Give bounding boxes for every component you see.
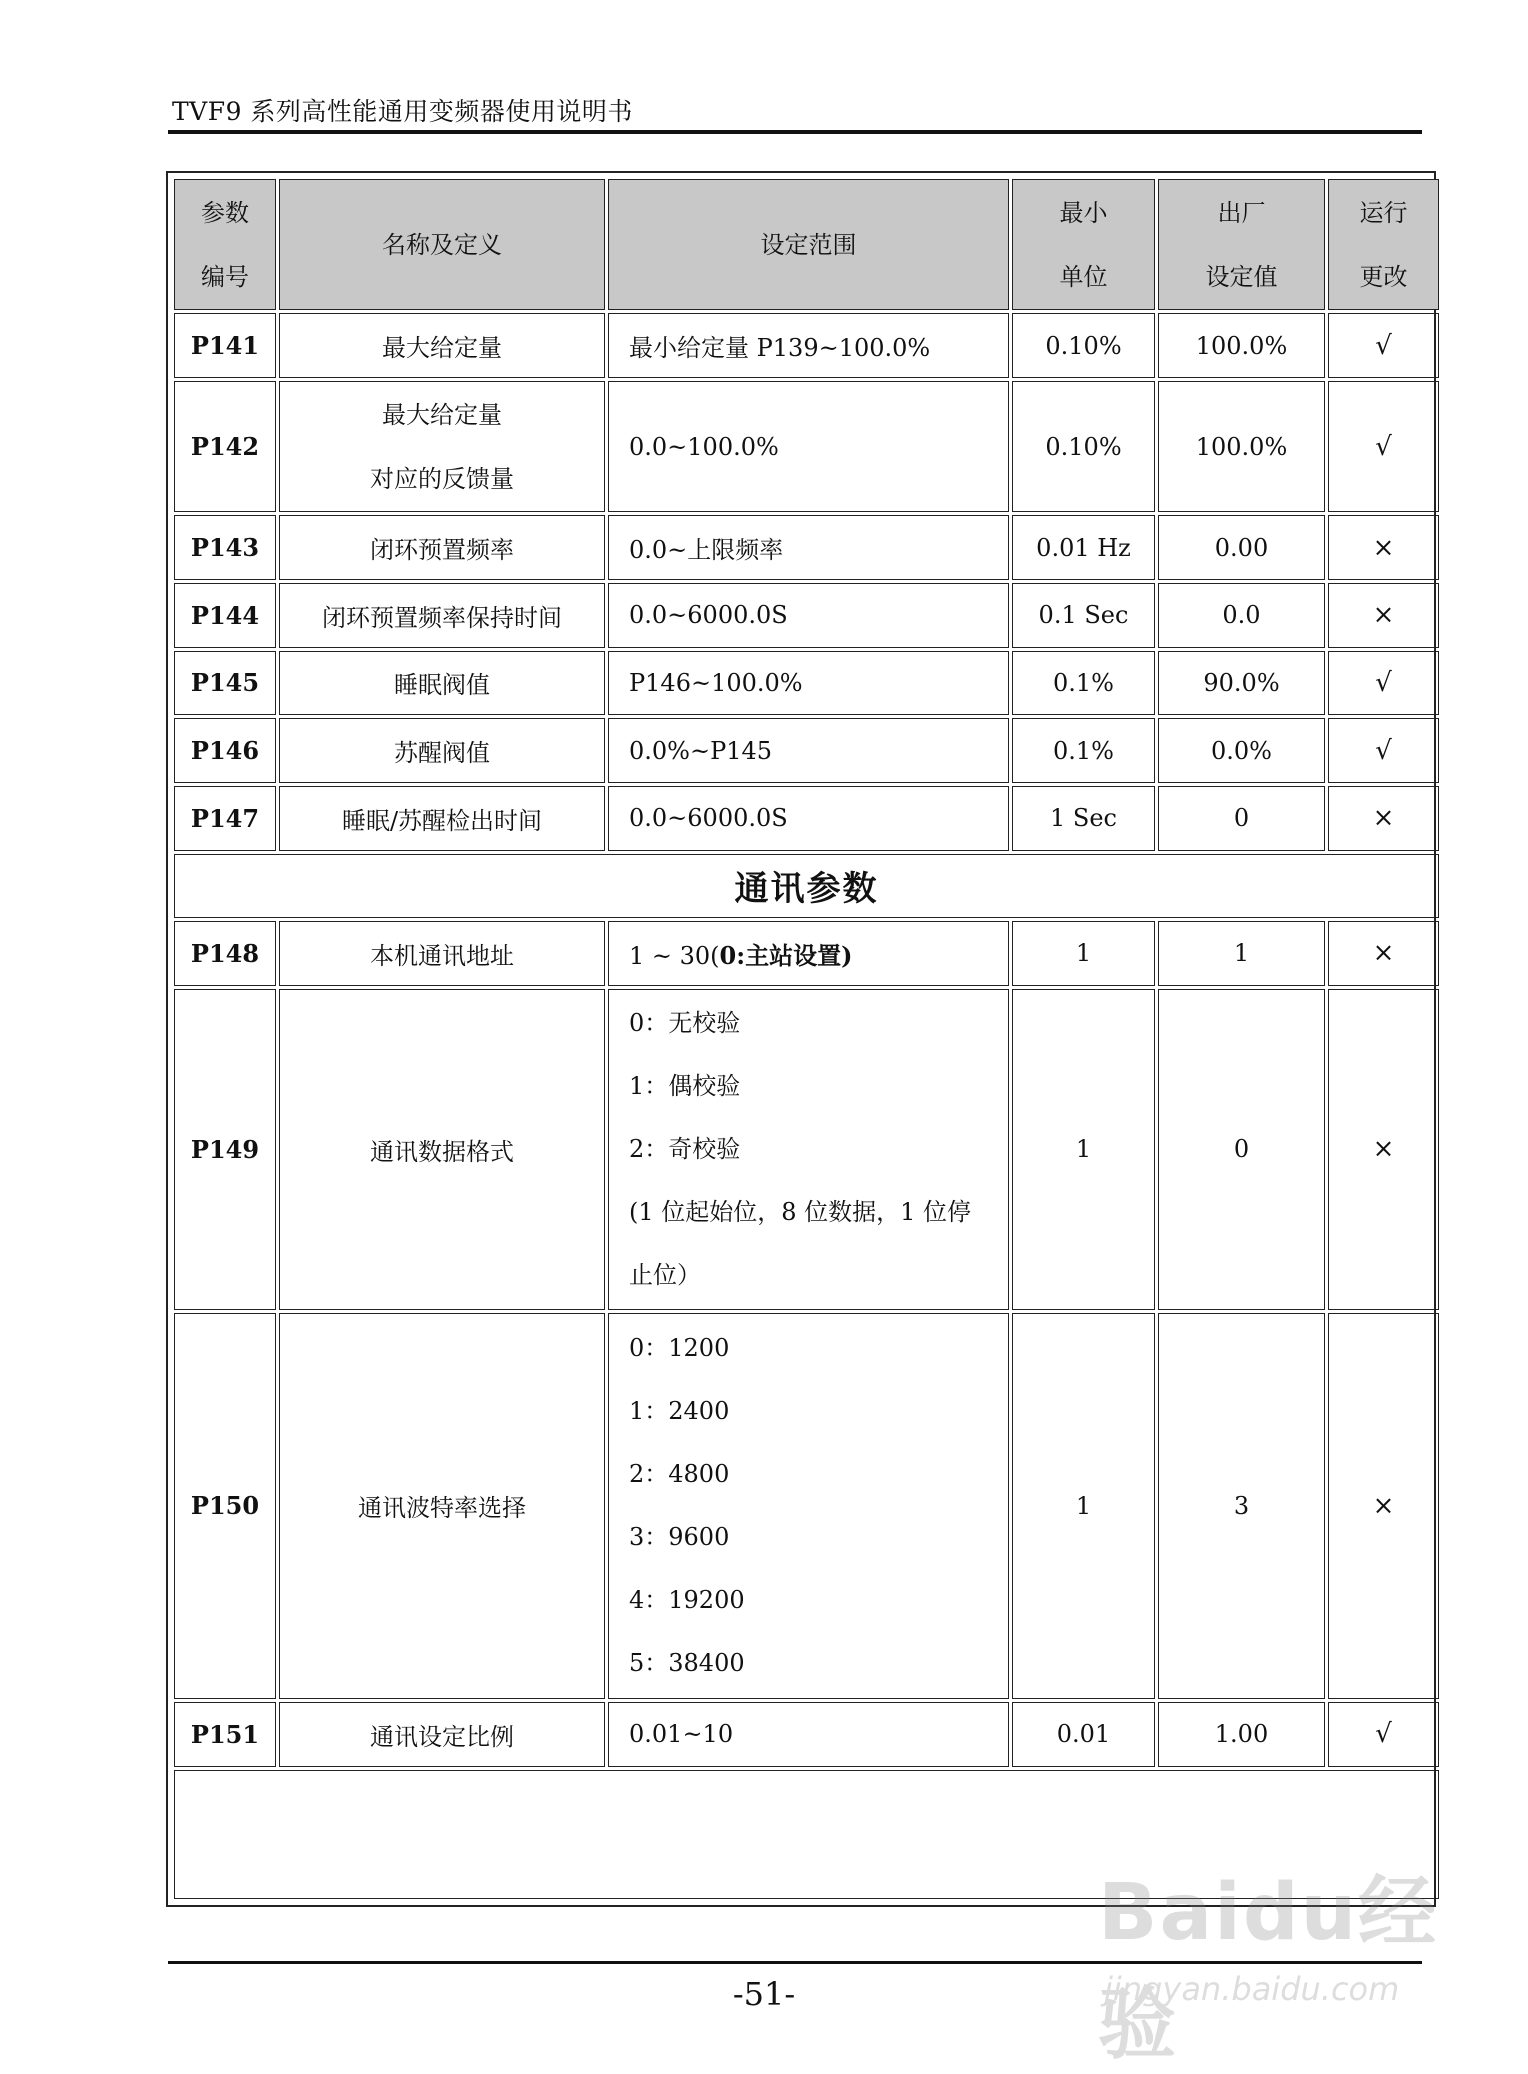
param-unit: 0.10%	[1012, 381, 1155, 512]
param-name: 本机通讯地址	[279, 921, 605, 986]
table-row	[174, 1702, 1439, 1767]
param-name: 通讯设定比例	[279, 1702, 605, 1767]
option-line: 止位）	[629, 1260, 701, 1289]
run-change-mark: √	[1328, 313, 1439, 378]
param-code: P147	[174, 786, 276, 851]
param-default: 1	[1158, 921, 1325, 986]
param-code: P141	[174, 313, 276, 378]
param-range-options	[608, 1313, 1009, 1699]
option-line: 2：奇校验	[629, 1134, 741, 1163]
table-header-row	[174, 179, 1439, 310]
param-code: P150	[174, 1313, 276, 1699]
run-change-mark: ×	[1328, 583, 1439, 648]
param-unit: 1	[1012, 989, 1155, 1310]
param-unit: 0.01	[1012, 1702, 1155, 1767]
table-row	[174, 381, 1439, 512]
param-default: 3	[1158, 1313, 1325, 1699]
table-row	[174, 583, 1439, 648]
param-range: 0.0~6000.0S	[608, 786, 1009, 851]
option-line: 1：2400	[629, 1396, 730, 1425]
param-default: 0	[1158, 786, 1325, 851]
param-code: P151	[174, 1702, 276, 1767]
param-range: 1 ~ 30(0:主站设置)	[608, 921, 1009, 986]
run-change-mark: ×	[1328, 786, 1439, 851]
param-name: 睡眠阀值	[279, 651, 605, 716]
option-line: 3：9600	[629, 1522, 730, 1551]
param-range: 0.0~100.0%	[608, 381, 1009, 512]
table-row	[174, 786, 1439, 851]
document-header-title: TVF9 系列高性能通用变频器使用说明书	[172, 97, 633, 126]
table-row	[174, 989, 1439, 1310]
param-name: 闭环预置频率保持时间	[279, 583, 605, 648]
run-change-mark: ×	[1328, 515, 1439, 580]
param-name: 睡眠/苏醒检出时间	[279, 786, 605, 851]
option-line: (1 位起始位，8 位数据，1 位停	[629, 1197, 972, 1226]
param-name: 闭环预置频率	[279, 515, 605, 580]
header-default: 出厂 设定值	[1158, 179, 1325, 310]
param-unit: 0.10%	[1012, 313, 1155, 378]
table-row	[174, 313, 1439, 378]
option-line: 0：1200	[629, 1333, 730, 1362]
param-code: P146	[174, 718, 276, 783]
page-number: -51-	[732, 1975, 796, 2013]
header-name: 名称及定义	[279, 179, 605, 310]
param-name: 苏醒阀值	[279, 718, 605, 783]
header-rule	[168, 130, 1422, 134]
run-change-mark: ×	[1328, 989, 1439, 1310]
option-line: 2：4800	[629, 1459, 730, 1488]
option-line: 1：偶校验	[629, 1071, 741, 1100]
parameter-table	[171, 176, 1442, 1902]
watermark-logo: Baidu经验	[1098, 1868, 1439, 2070]
option-line: 4：19200	[629, 1585, 745, 1614]
param-range: P146~100.0%	[608, 651, 1009, 716]
param-name: 最大给定量 对应的反馈量	[279, 381, 605, 512]
table-row	[174, 1313, 1439, 1699]
param-range: 0.0%~P145	[608, 718, 1009, 783]
run-change-mark: ×	[1328, 1313, 1439, 1699]
run-change-mark: √	[1328, 1702, 1439, 1767]
parameter-table-frame	[166, 171, 1436, 1907]
param-code: P144	[174, 583, 276, 648]
table-row	[174, 651, 1439, 716]
option-line: 5：38400	[629, 1648, 745, 1677]
table-row	[174, 921, 1439, 986]
param-code: P143	[174, 515, 276, 580]
param-unit: 0.1 Sec	[1012, 583, 1155, 648]
table-row	[174, 515, 1439, 580]
section-row	[174, 854, 1439, 919]
param-name: 通讯波特率选择	[279, 1313, 605, 1699]
param-unit: 0.1%	[1012, 718, 1155, 783]
param-default: 100.0%	[1158, 313, 1325, 378]
param-unit: 1	[1012, 1313, 1155, 1699]
param-code: P142	[174, 381, 276, 512]
param-range: 最小给定量 P139~100.0%	[608, 313, 1009, 378]
option-line: 0：无校验	[629, 1008, 741, 1037]
param-code: P145	[174, 651, 276, 716]
run-change-mark: ×	[1328, 921, 1439, 986]
section-title: 通讯参数	[174, 854, 1439, 919]
param-default: 1.00	[1158, 1702, 1325, 1767]
param-unit: 0.1%	[1012, 651, 1155, 716]
param-default: 0.0	[1158, 583, 1325, 648]
header-range: 设定范围	[608, 179, 1009, 310]
param-default: 0.0%	[1158, 718, 1325, 783]
watermark-url: jingyan.baidu.com	[1104, 1970, 1400, 2008]
param-default: 0	[1158, 989, 1325, 1310]
run-change-mark: √	[1328, 718, 1439, 783]
param-code: P149	[174, 989, 276, 1310]
param-name: 最大给定量	[279, 313, 605, 378]
param-default: 90.0%	[1158, 651, 1325, 716]
param-range: 0.01~10	[608, 1702, 1009, 1767]
param-range-options	[608, 989, 1009, 1310]
run-change-mark: √	[1328, 381, 1439, 512]
header-min-unit: 最小 单位	[1012, 179, 1155, 310]
param-default: 100.0%	[1158, 381, 1325, 512]
run-change-mark: √	[1328, 651, 1439, 716]
header-code: 参数 编号	[174, 179, 276, 310]
param-unit: 0.01 Hz	[1012, 515, 1155, 580]
param-name: 通讯数据格式	[279, 989, 605, 1310]
param-default: 0.00	[1158, 515, 1325, 580]
param-range: 0.0~上限频率	[608, 515, 1009, 580]
param-unit: 1	[1012, 921, 1155, 986]
table-row	[174, 718, 1439, 783]
param-unit: 1 Sec	[1012, 786, 1155, 851]
param-range: 0.0~6000.0S	[608, 583, 1009, 648]
header-run-change: 运行 更改	[1328, 179, 1439, 310]
param-code: P148	[174, 921, 276, 986]
baidu-watermark	[1098, 1820, 1478, 2070]
